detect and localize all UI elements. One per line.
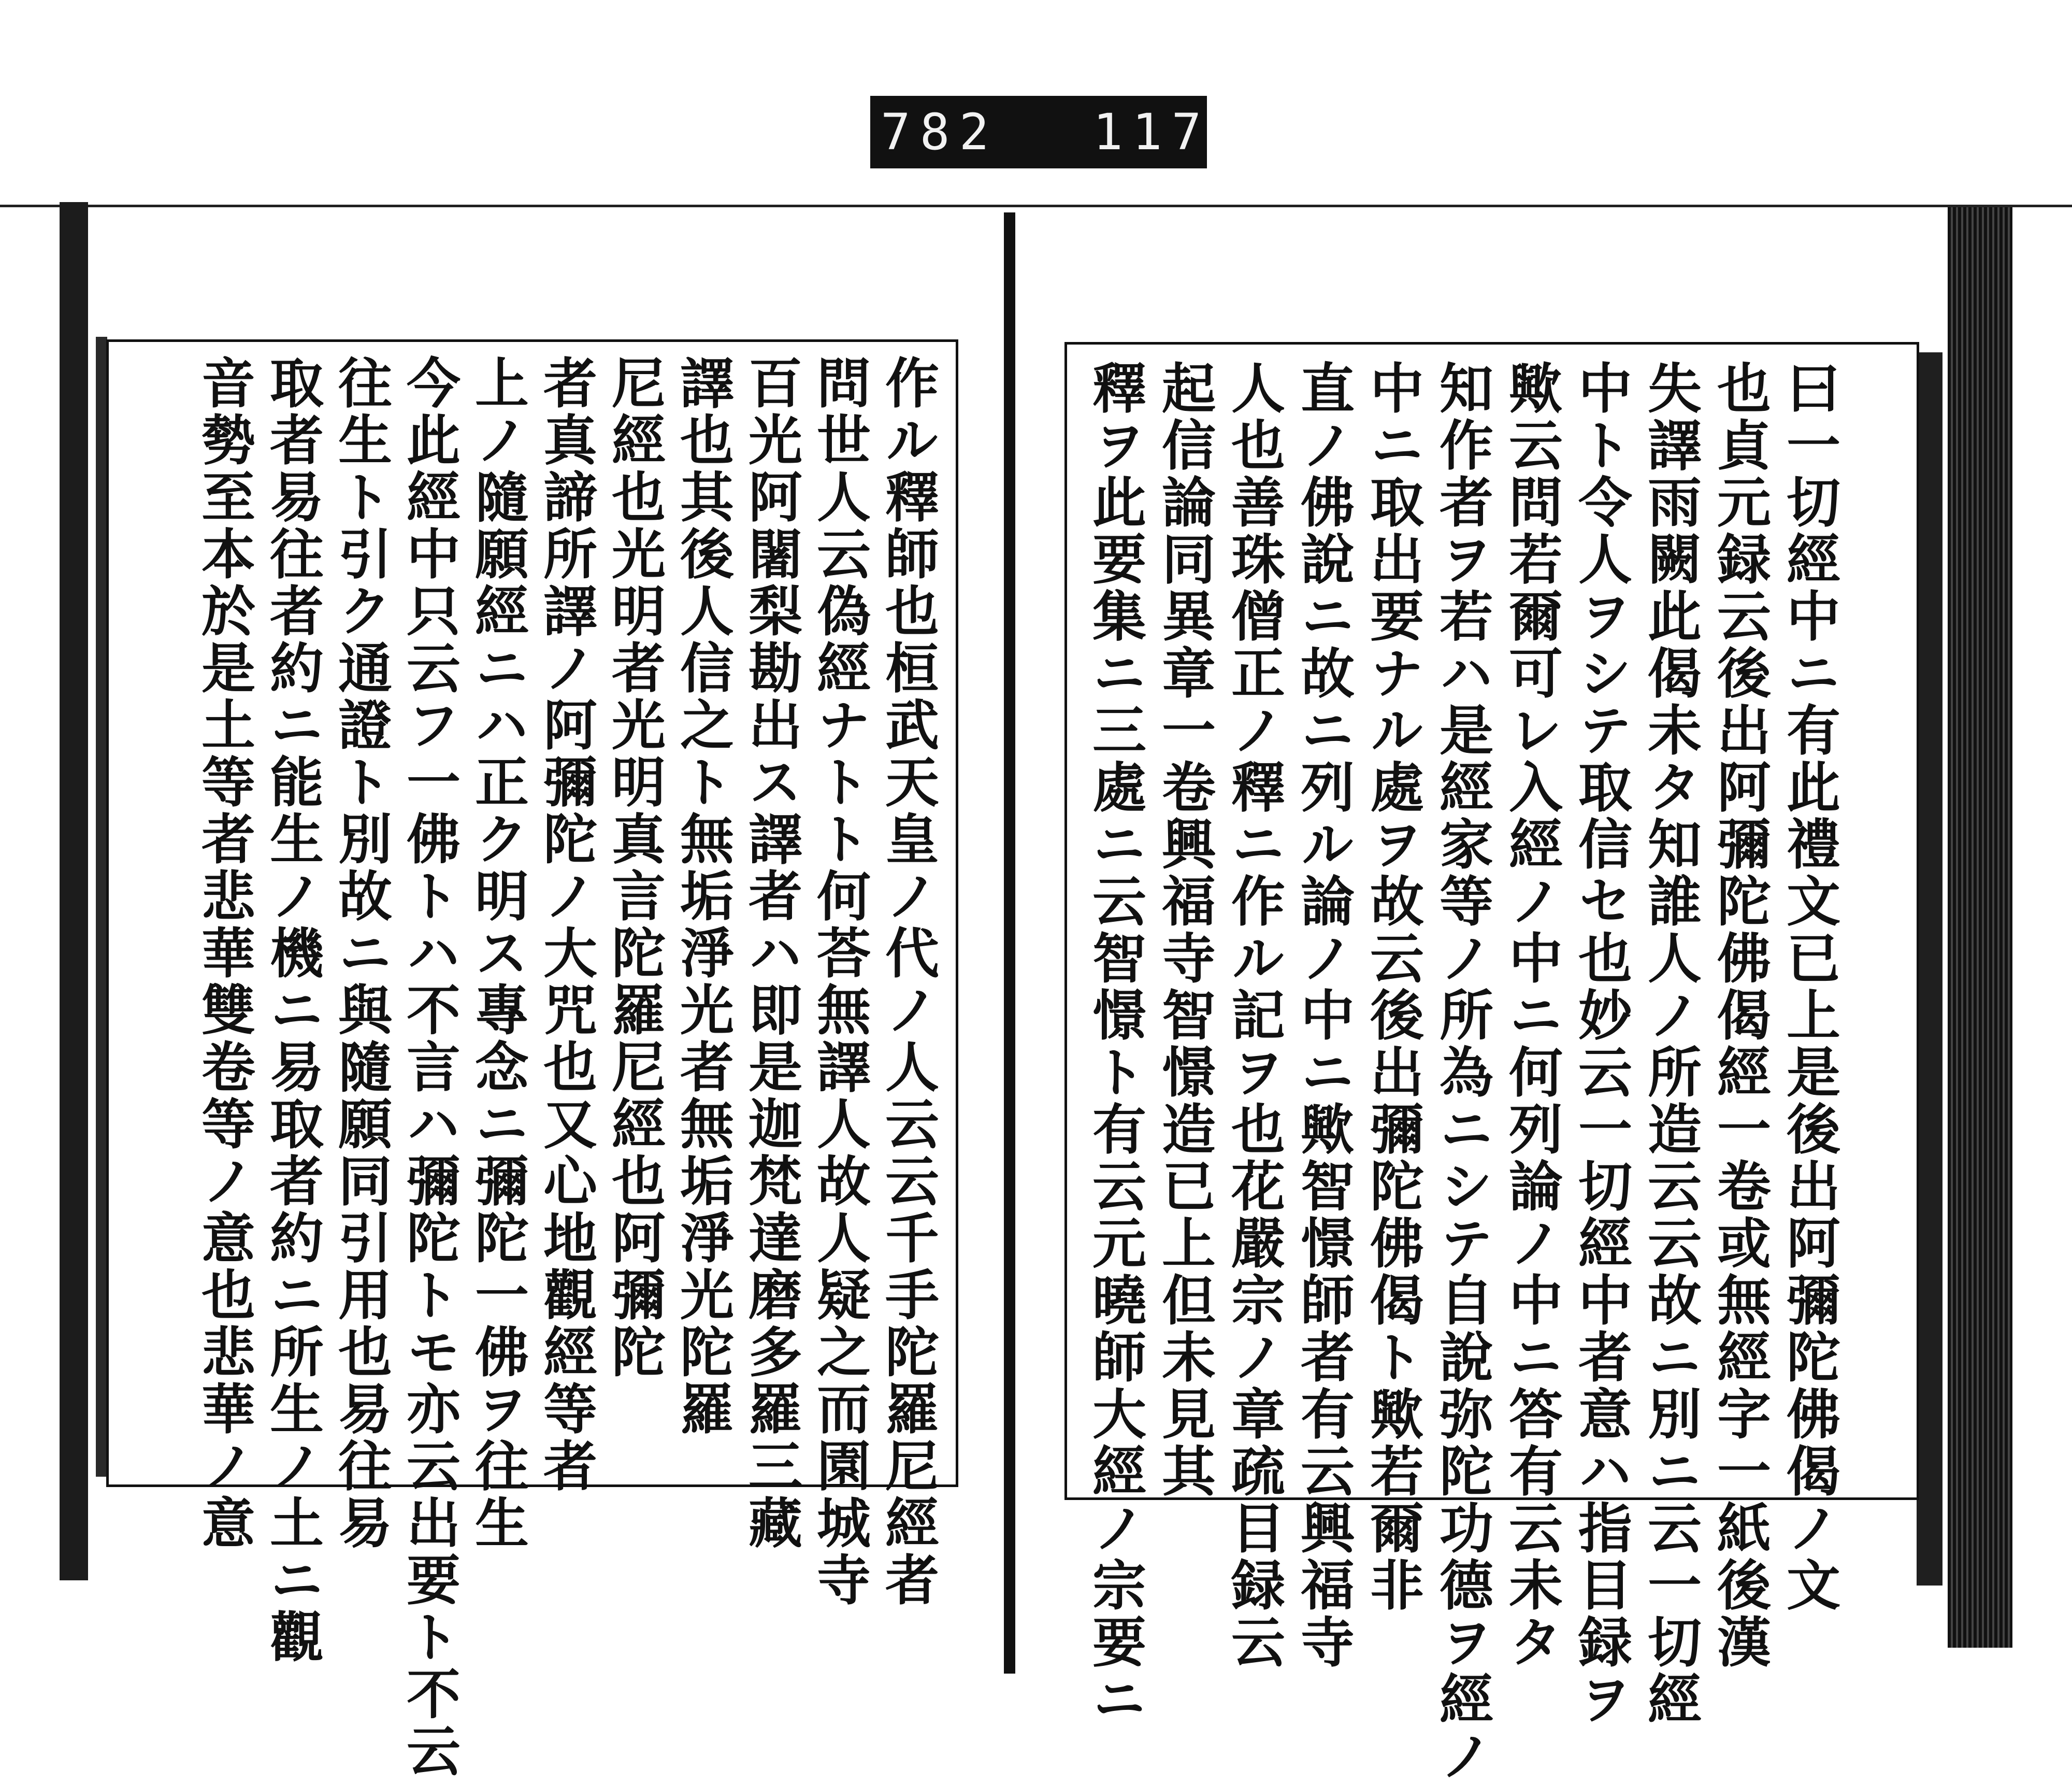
book-gutter <box>1004 212 1015 1674</box>
right-page-column-9: 人也善珠僧正ノ釋ニ作ル記ヲ也花嚴宗ノ章疏目録云 <box>1222 360 1286 1671</box>
right-page-column-8: 直ノ佛說ニ故ニ列ル論ノ中ニ歟智憬師者有云興福寺 <box>1291 360 1355 1671</box>
right-book-edge <box>1948 207 2012 1648</box>
right-page-column-5: 歟云問若爾可レ入經ノ中ニ何列論ノ中ニ答有云未タ <box>1500 360 1563 1671</box>
left-page-column-3: 百光阿闍梨勘出ス譯者ハ即是迦梵達磨多羅三藏 <box>739 355 803 1552</box>
right-page-column-7: 中ニ取出要ナル處ヲ故云後出彌陀佛偈ト歟若爾非 <box>1361 360 1424 1614</box>
left-page-column-4: 譯也其後人信之ト無垢淨光者無垢淨光陀羅 <box>671 355 735 1438</box>
right-page-column-2: 也貞元録云後出阿彌陀佛偈經一卷或無經字一紙後漢 <box>1708 360 1772 1671</box>
left-page-column-11: 音勢至本於是土等者悲華雙卷等ノ意也悲華ノ意 <box>192 355 256 1552</box>
right-page-column-3: 失譯雨闕此偈未タ知誰人ノ所造云云故ニ別ニ云一切經 <box>1638 360 1702 1728</box>
left-page-column-2: 問世人云偽經ナトト何荅無譯人故人疑之而園城寺 <box>808 355 871 1609</box>
right-page-column-1: 曰一切經中ニ有此禮文已上是後出阿彌陀佛偈ノ文 <box>1777 360 1841 1614</box>
left-page-spine-mark <box>96 337 107 1477</box>
left-page-column-1: 作ル釋師也桓武天皇ノ代ノ人云云千手陀羅尼經者 <box>876 355 940 1609</box>
catalog-number-left: 782 <box>881 103 999 161</box>
right-page-column-10: 起信論同異章一卷興福寺智憬造已上但未見其 <box>1153 360 1216 1500</box>
left-page-column-5: 尼經也光明者光明真言陀羅尼經也阿彌陀 <box>602 355 666 1381</box>
right-page-spine-mark <box>1917 352 1942 1586</box>
right-page-column-4: 中ト令人ヲシテ取信セ也妙云一切經中者意ハ指目録ヲ <box>1569 360 1633 1728</box>
left-page-column-9: 往生ト引ク通證ト別故ニ與隨願同引用也易往易 <box>329 355 393 1552</box>
left-page-column-7: 上ノ隨願經ニハ正ク明ス專念ニ彌陀一佛ヲ往生 <box>466 355 529 1552</box>
left-page-column-10: 取者易往者約ニ能生ノ機ニ易取者約ニ所生ノ土ニ觀 <box>261 355 324 1666</box>
left-page-column-8: 今此經中只云フ一佛トハ不言ハ彌陀トモ亦云出要ト不云 <box>397 355 461 1780</box>
right-page-column-11: 釋ヲ此要集ニ三處ニ云智憬ト有云元曉師大經ノ宗要ニ <box>1083 360 1147 1728</box>
catalog-label <box>870 96 1211 168</box>
left-page-column-6: 者真諦所譯ノ阿彌陀ノ大咒也又心地觀經等者 <box>534 355 598 1495</box>
catalog-number-right: 117 <box>1093 103 1211 161</box>
scan-top-line <box>0 205 2072 207</box>
right-page-column-6: 知作者ヲ若ハ是經家等ノ所為ニシテ自說弥陀功德ヲ經ノ <box>1430 360 1494 1785</box>
left-book-edge <box>60 202 88 1580</box>
